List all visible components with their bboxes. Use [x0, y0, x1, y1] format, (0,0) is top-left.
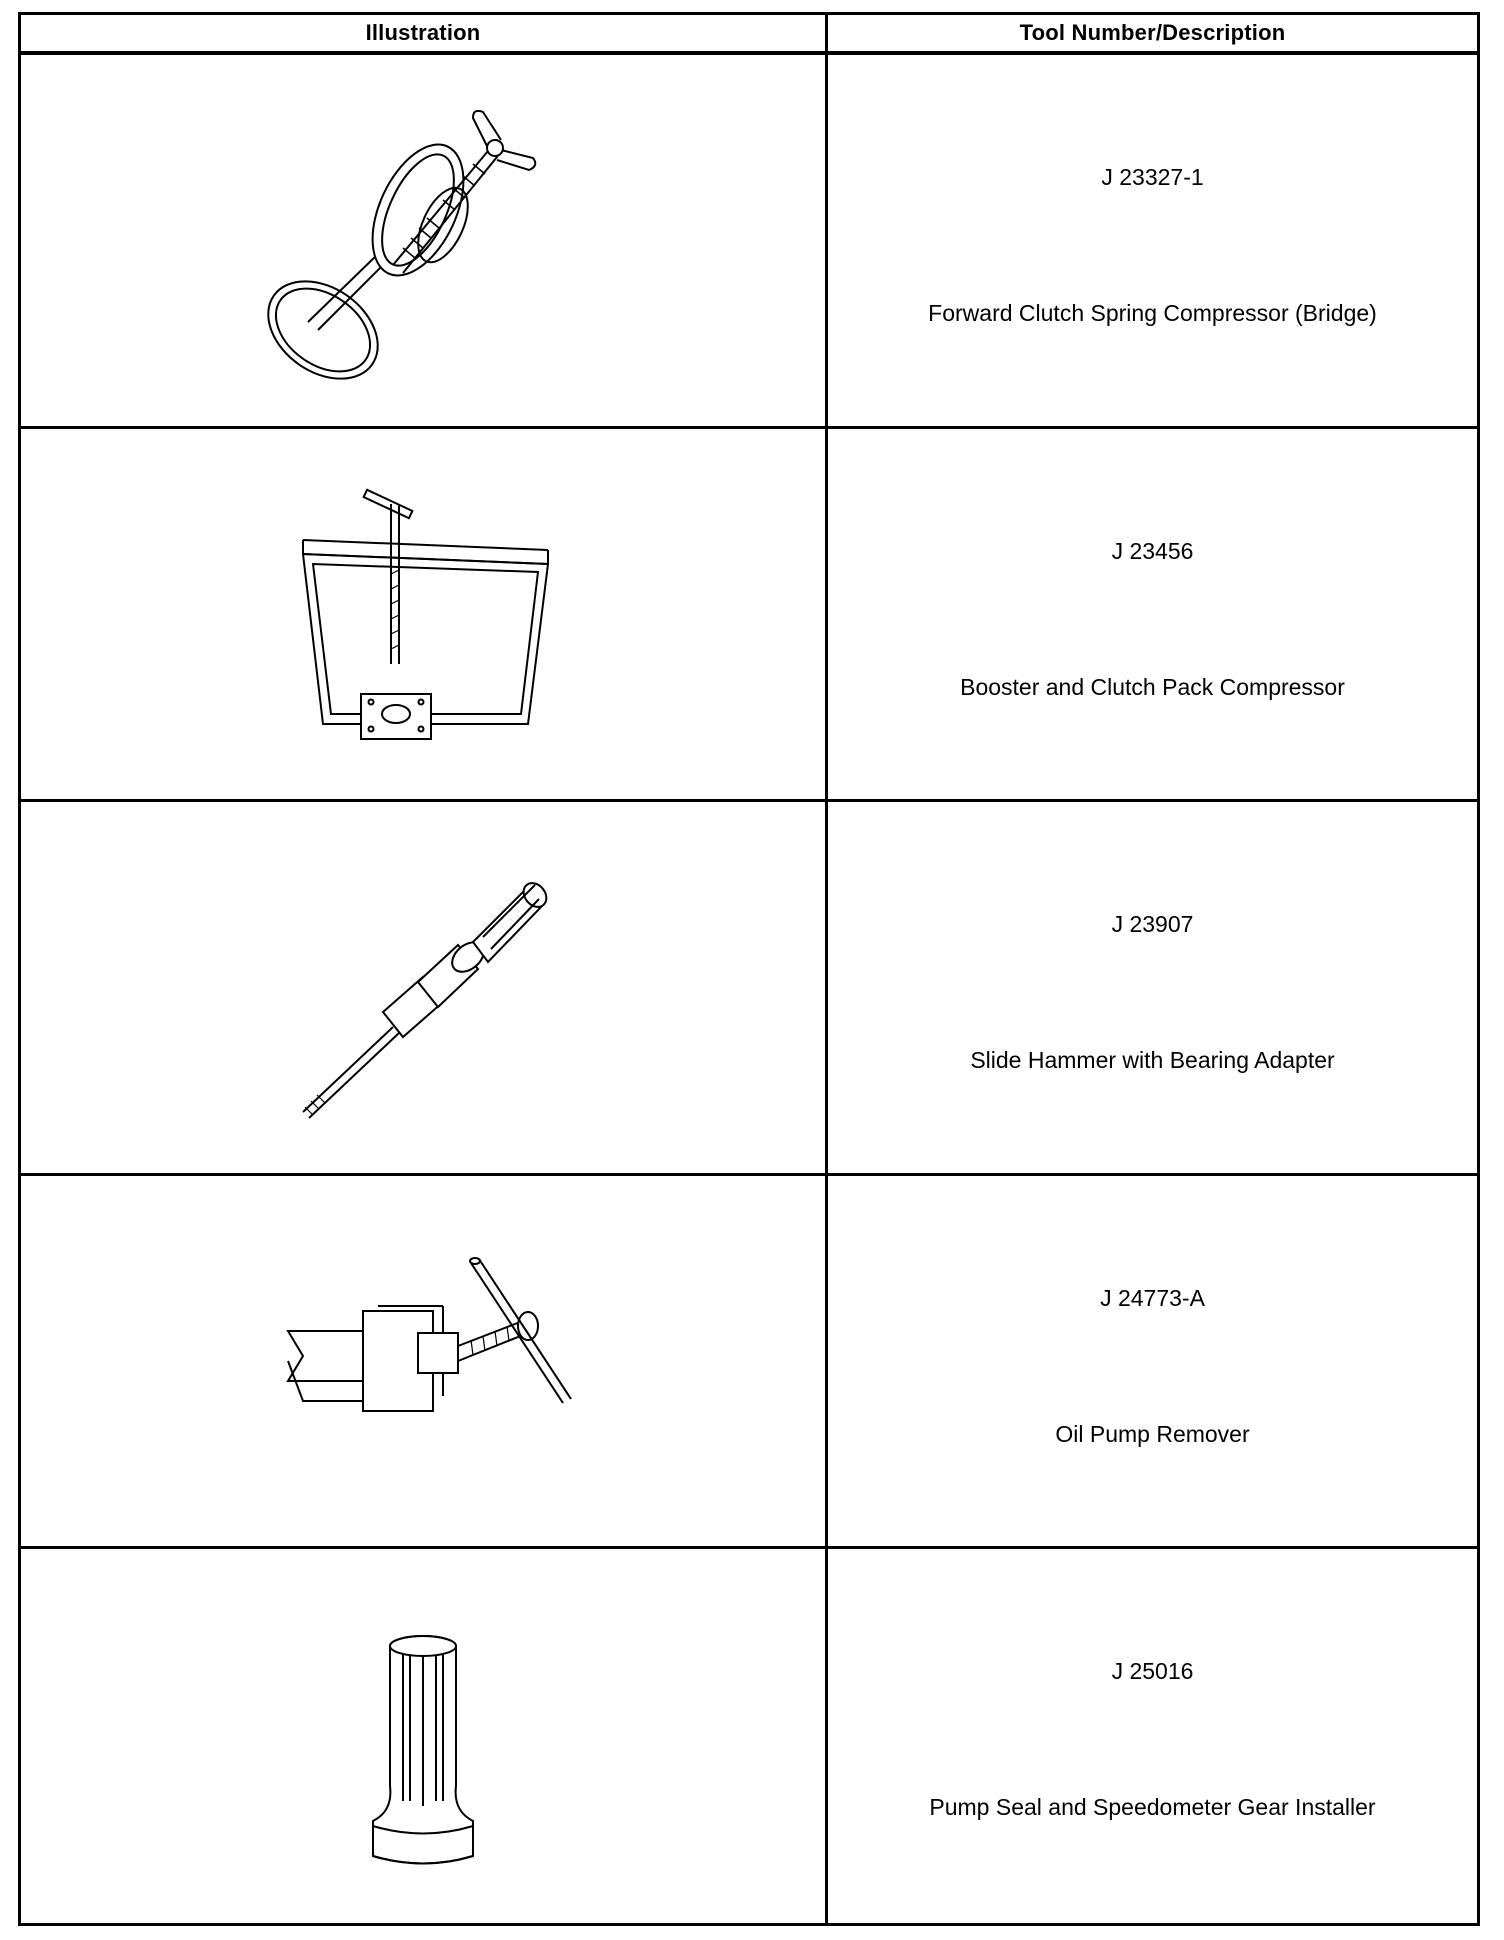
- tool-description-cell: [828, 429, 1477, 803]
- tool-description-cell: [828, 1549, 1477, 1923]
- tool-description: Oil Pump Remover: [1055, 1420, 1250, 1447]
- tool-number: J 23456: [1111, 537, 1194, 564]
- tool-description: Forward Clutch Spring Compressor (Bridge): [928, 300, 1377, 326]
- illustration-cell: [21, 1176, 828, 1550]
- illustration-cell: [21, 802, 828, 1176]
- slide-hammer-icon: [243, 837, 603, 1137]
- tool-table: [18, 12, 1480, 1926]
- tool-number: J 23907: [1111, 911, 1194, 938]
- tool-description-cell: [828, 1176, 1477, 1550]
- tool-description-cell: [828, 802, 1477, 1176]
- pump-remover-icon: [243, 1211, 603, 1511]
- tool-description-cell: [828, 55, 1477, 429]
- illustration-cell: [21, 1549, 828, 1923]
- header-tool-number-description: Tool Number/Description: [828, 15, 1477, 55]
- tool-description: Slide Hammer with Bearing Adapter: [970, 1047, 1335, 1074]
- illustration-cell: [21, 55, 828, 429]
- illustration-cell: [21, 429, 828, 803]
- tool-description: Booster and Clutch Pack Compressor: [960, 673, 1345, 700]
- seal-installer-icon: [243, 1586, 603, 1886]
- tool-number: J 24773-A: [1100, 1284, 1205, 1311]
- tool-number: J 23327-1: [1101, 164, 1204, 190]
- header-illustration: Illustration: [21, 15, 828, 55]
- spring-compressor-bridge-icon: [243, 90, 603, 390]
- tool-number: J 25016: [1111, 1658, 1194, 1685]
- tool-description: Pump Seal and Speedometer Gear Installer: [929, 1794, 1376, 1821]
- frame-compressor-icon: [243, 464, 603, 764]
